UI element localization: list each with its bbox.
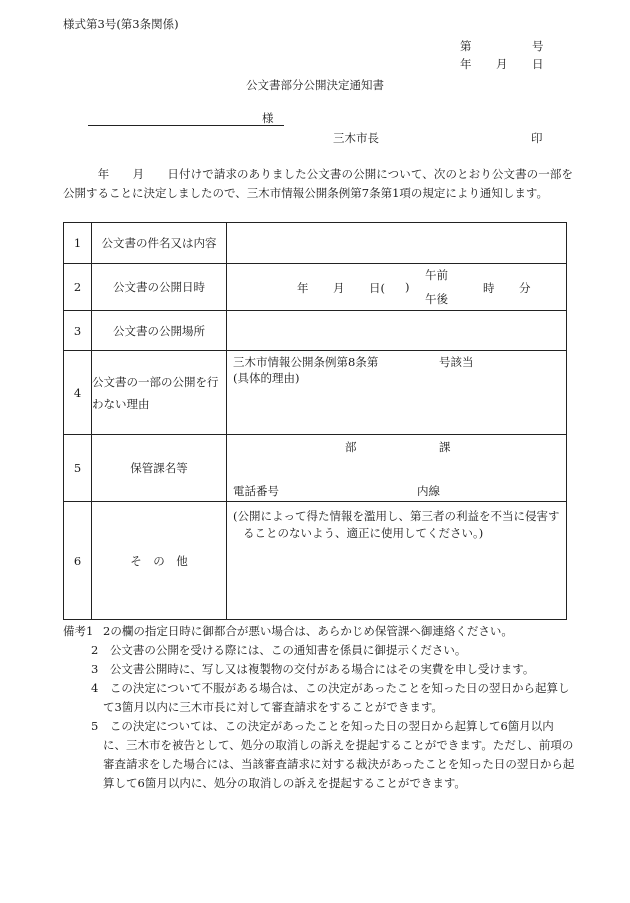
table-row	[64, 223, 567, 264]
remark-item: 4 この決定について不服がある場合は、この決定があったことを知った日の翌日から起算して3箇月以内に三木市長に対して審査請求をすることができます。	[91, 681, 570, 714]
document-title: 公文書部分公開決定通知書	[246, 78, 384, 92]
datetime-value-cell	[227, 264, 567, 311]
datetime-pm: 午後	[425, 292, 448, 306]
go-label: 号	[532, 39, 544, 53]
row-number: 6	[64, 502, 92, 620]
sender-name: 三木市長	[333, 131, 379, 145]
table-row	[64, 311, 567, 351]
remark-text: 2の欄の指定日時に御都合が悪い場合は、あらかじめ保管課へ御連絡ください。	[103, 624, 513, 638]
reason-concrete: (具体的理由)	[233, 371, 300, 385]
remarks-section	[63, 622, 575, 793]
subject-value-cell	[227, 223, 567, 264]
section-ka: 課	[439, 440, 451, 454]
datetime-year: 年	[297, 281, 309, 295]
addressee-line	[88, 125, 284, 126]
remarks-prefix: 備考1	[63, 624, 94, 638]
section-phone: 電話番号	[233, 484, 279, 498]
other-value-cell	[227, 502, 567, 620]
row-label: 公文書の公開日時	[92, 264, 227, 311]
datetime-month: 月	[333, 281, 345, 295]
reason-gaitou: 号該当	[439, 355, 474, 369]
section-bu: 部	[345, 440, 357, 454]
addressee-honorific: 様	[262, 111, 274, 125]
seal-mark: 印	[531, 131, 543, 145]
other-note: (公開によって得た情報を濫用し、第三者の利益を不当に侵害することのないよう、適正に使用してください。)	[233, 509, 560, 540]
remark-item: 5 この決定については、この決定があったことを知った日の翌日から起算して6箇月以内に、三木市を被告として、処分の取消しの訴えを提起することができます。ただし、前項の審査請求をした場合には、当該審査請求に対する裁決があったことを知った日の翌日から起算して6箇月以内に、処分の取消しの訴えを提起することができます。	[91, 719, 575, 790]
decision-table	[63, 222, 567, 620]
row-label: 公文書の公開場所	[92, 311, 227, 351]
reason-value-cell	[227, 351, 567, 435]
reason-article: 三木市情報公開条例第8条第	[233, 355, 379, 369]
intro-paragraph: 年 月 日付けで請求のありました公文書の公開について、次のとおり公文書の一部を公開することに決定しましたので、三木市情報公開条例第7条第1項の規定により通知します。	[63, 167, 573, 200]
remark-item: 3 公文書公開時に、写し又は複製物の交付がある場合にはその実費を申し受けます。	[91, 662, 535, 676]
section-naisen: 内線	[417, 484, 440, 498]
row-number: 4	[64, 351, 92, 435]
table-row	[64, 502, 567, 620]
datetime-close: )	[405, 280, 410, 294]
row-number: 5	[64, 435, 92, 502]
issue-date-field	[460, 56, 542, 72]
row-number: 2	[64, 264, 92, 311]
remark-item: 2 公文書の公開を受ける際には、この通知書を係員に御提示ください。	[91, 643, 467, 657]
document-number-field	[460, 38, 542, 54]
form-number: 様式第3号(第3条関係)	[63, 17, 179, 31]
year-label: 年	[460, 57, 472, 71]
month-label: 月	[496, 57, 508, 71]
row-label: 保管課名等	[92, 435, 227, 502]
place-value-cell	[227, 311, 567, 351]
table-row	[64, 351, 567, 435]
row-label: そ の 他	[92, 502, 227, 620]
datetime-minute: 分	[519, 281, 531, 295]
datetime-am: 午前	[425, 268, 448, 282]
table-row	[64, 264, 567, 311]
day-label: 日	[532, 57, 544, 71]
section-value-cell	[227, 435, 567, 502]
row-label: 公文書の件名又は内容	[92, 223, 227, 264]
row-number: 1	[64, 223, 92, 264]
datetime-hour: 時	[483, 281, 495, 295]
dai-label: 第	[460, 39, 472, 53]
table-row	[64, 435, 567, 502]
datetime-day: 日(	[369, 281, 385, 295]
row-number: 3	[64, 311, 92, 351]
row-label: 公文書の一部の公開を行わない理由	[92, 351, 227, 435]
remark-item	[63, 622, 575, 641]
